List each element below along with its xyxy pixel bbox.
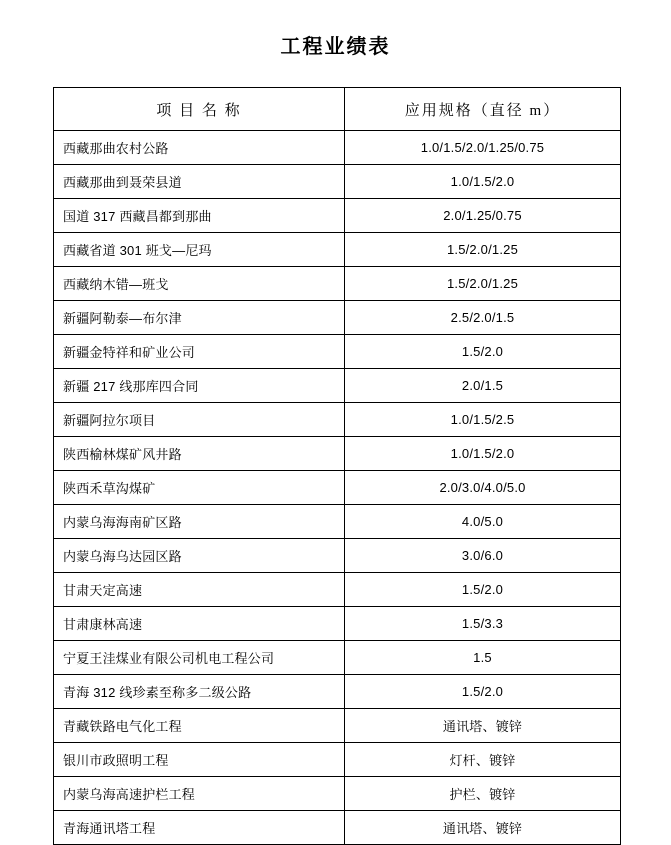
cell-project-name: 新疆阿勒泰—布尔津 <box>54 301 345 335</box>
table-row <box>54 369 621 403</box>
table-row <box>54 675 621 709</box>
cell-spec: 2.0/3.0/4.0/5.0 <box>345 471 621 505</box>
cell-project-name: 内蒙乌海海南矿区路 <box>54 505 345 539</box>
column-header-project-name: 项 目 名 称 <box>54 88 345 131</box>
table-header <box>54 88 621 131</box>
cell-spec: 3.0/6.0 <box>345 539 621 573</box>
table-row <box>54 335 621 369</box>
column-header-spec: 应用规格（直径 m） <box>345 88 621 131</box>
table-row <box>54 267 621 301</box>
cell-project-name: 西藏省道 301 班戈—尼玛 <box>54 233 345 267</box>
cell-spec: 1.5 <box>345 641 621 675</box>
table-row <box>54 437 621 471</box>
cell-project-name: 新疆 217 线那库四合同 <box>54 369 345 403</box>
cell-spec: 1.5/2.0/1.25 <box>345 233 621 267</box>
table-row <box>54 573 621 607</box>
table-row <box>54 709 621 743</box>
cell-spec: 1.5/2.0 <box>345 335 621 369</box>
cell-spec: 1.0/1.5/2.5 <box>345 403 621 437</box>
table-row <box>54 505 621 539</box>
table-row <box>54 607 621 641</box>
performance-table-container <box>53 87 618 845</box>
cell-spec: 1.0/1.5/2.0/1.25/0.75 <box>345 131 621 165</box>
cell-project-name: 西藏那曲到聂荣县道 <box>54 165 345 199</box>
page-title: 工程业绩表 <box>280 36 391 58</box>
cell-project-name: 青海通讯塔工程 <box>54 811 345 845</box>
table-row <box>54 403 621 437</box>
cell-spec: 1.0/1.5/2.0 <box>345 437 621 471</box>
cell-spec: 护栏、镀锌 <box>345 777 621 811</box>
cell-project-name: 青藏铁路电气化工程 <box>54 709 345 743</box>
cell-project-name: 西藏那曲农村公路 <box>54 131 345 165</box>
table-row <box>54 539 621 573</box>
table-row <box>54 641 621 675</box>
cell-spec: 1.5/2.0 <box>345 675 621 709</box>
cell-project-name: 国道 317 西藏昌都到那曲 <box>54 199 345 233</box>
table-row <box>54 811 621 845</box>
table-body <box>54 131 621 845</box>
cell-spec: 灯杆、镀锌 <box>345 743 621 777</box>
table-row <box>54 233 621 267</box>
cell-spec: 1.0/1.5/2.0 <box>345 165 621 199</box>
performance-table <box>53 87 621 845</box>
cell-spec: 2.0/1.25/0.75 <box>345 199 621 233</box>
cell-project-name: 青海 312 线珍素至称多二级公路 <box>54 675 345 709</box>
cell-project-name: 西藏纳木错—班戈 <box>54 267 345 301</box>
table-row <box>54 199 621 233</box>
cell-spec: 1.5/2.0 <box>345 573 621 607</box>
cell-project-name: 新疆阿拉尔项目 <box>54 403 345 437</box>
cell-project-name: 甘肃天定高速 <box>54 573 345 607</box>
table-row <box>54 471 621 505</box>
table-row <box>54 131 621 165</box>
cell-spec: 1.5/2.0/1.25 <box>345 267 621 301</box>
cell-project-name: 内蒙乌海高速护栏工程 <box>54 777 345 811</box>
cell-project-name: 银川市政照明工程 <box>54 743 345 777</box>
table-row <box>54 301 621 335</box>
cell-project-name: 陕西禾草沟煤矿 <box>54 471 345 505</box>
cell-spec: 2.0/1.5 <box>345 369 621 403</box>
table-row <box>54 777 621 811</box>
cell-spec: 4.0/5.0 <box>345 505 621 539</box>
cell-project-name: 内蒙乌海乌达园区路 <box>54 539 345 573</box>
cell-project-name: 宁夏王洼煤业有限公司机电工程公司 <box>54 641 345 675</box>
cell-spec: 1.5/3.3 <box>345 607 621 641</box>
table-row <box>54 743 621 777</box>
cell-spec: 通讯塔、镀锌 <box>345 709 621 743</box>
table-header-row <box>54 88 621 131</box>
table-row <box>54 165 621 199</box>
cell-project-name: 甘肃康林高速 <box>54 607 345 641</box>
cell-project-name: 陕西榆林煤矿风井路 <box>54 437 345 471</box>
cell-spec: 通讯塔、镀锌 <box>345 811 621 845</box>
cell-spec: 2.5/2.0/1.5 <box>345 301 621 335</box>
cell-project-name: 新疆金特祥和矿业公司 <box>54 335 345 369</box>
